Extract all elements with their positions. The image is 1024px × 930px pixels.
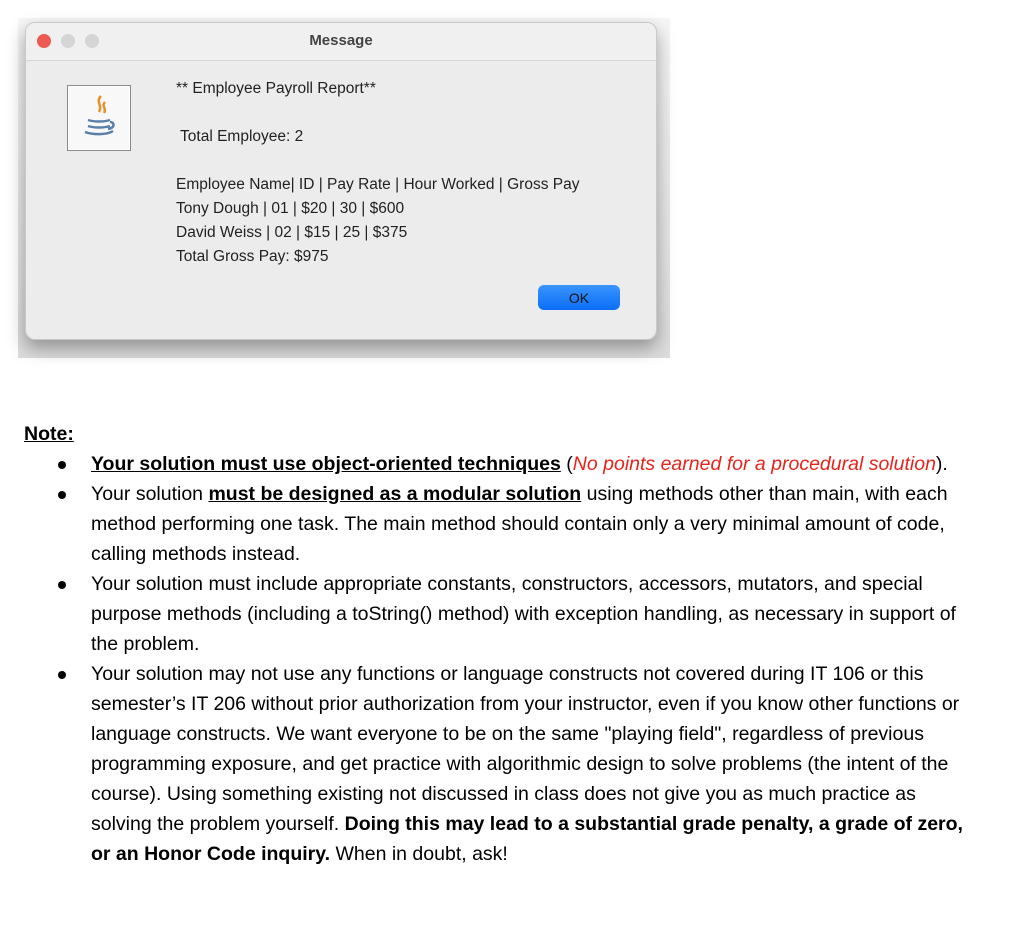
text: Your solution must include appropriate constants, constructors, accessors, mutators, and special purpose methods (including a toString() method) with exception handling, as necessary in support of the problem. [91, 573, 956, 655]
text: ). [935, 453, 948, 475]
table-row: David Weiss | 02 | $15 | 25 | $375 [176, 224, 408, 241]
bold-text: Doing this may lead to a substantial grade penalty, a grade of zero, or an Honor Code inquiry. [91, 813, 963, 865]
text: ( [560, 453, 573, 475]
text: Your solution may not use any functions or language constructs not covered during IT 106 or this semester’s IT 206 without prior authorization from your instructor, even if you know other functions or language constructs. We want everyone to be on the same "playing field", regardless of previous programming exposure, and get practice with algorithmic design to solve problems (the intent of the course). Using something existing not discussed in class does not give you as much practice as solving the problem yourself. [91, 663, 960, 835]
text: Your solution [91, 483, 209, 505]
java-icon [67, 85, 131, 151]
text: When in doubt, ask! [330, 843, 508, 865]
message-text [176, 77, 579, 269]
ok-button[interactable]: OK [538, 285, 620, 310]
list-item [24, 449, 971, 479]
bold-text: Your solution must use object-oriented techniques [91, 453, 561, 475]
title-bar [26, 23, 656, 61]
total-employee: Total Employee: 2 [176, 128, 304, 145]
table-header: Employee Name| ID | Pay Rate | Hour Worked | Gross Pay [176, 176, 580, 193]
red-italic-text: No points earned for a procedural solution [572, 453, 936, 475]
text: using methods other than main, with each method performing one task. The main method should contain only a very minimal amount of code, calling methods instead. [91, 483, 948, 565]
table-row: Tony Dough | 01 | $20 | 30 | $600 [176, 200, 405, 217]
report-title: ** Employee Payroll Report** [176, 80, 376, 97]
total-gross-pay: Total Gross Pay: $975 [176, 248, 329, 265]
list-item [24, 479, 971, 569]
list-item [24, 659, 971, 869]
list-item [24, 569, 971, 659]
dialog-title: Message [309, 32, 373, 49]
notes-heading: Note: [24, 423, 74, 445]
bold-text: must be designed as a modular solution [208, 483, 582, 505]
message-dialog [25, 22, 657, 340]
notes-section [24, 419, 984, 869]
